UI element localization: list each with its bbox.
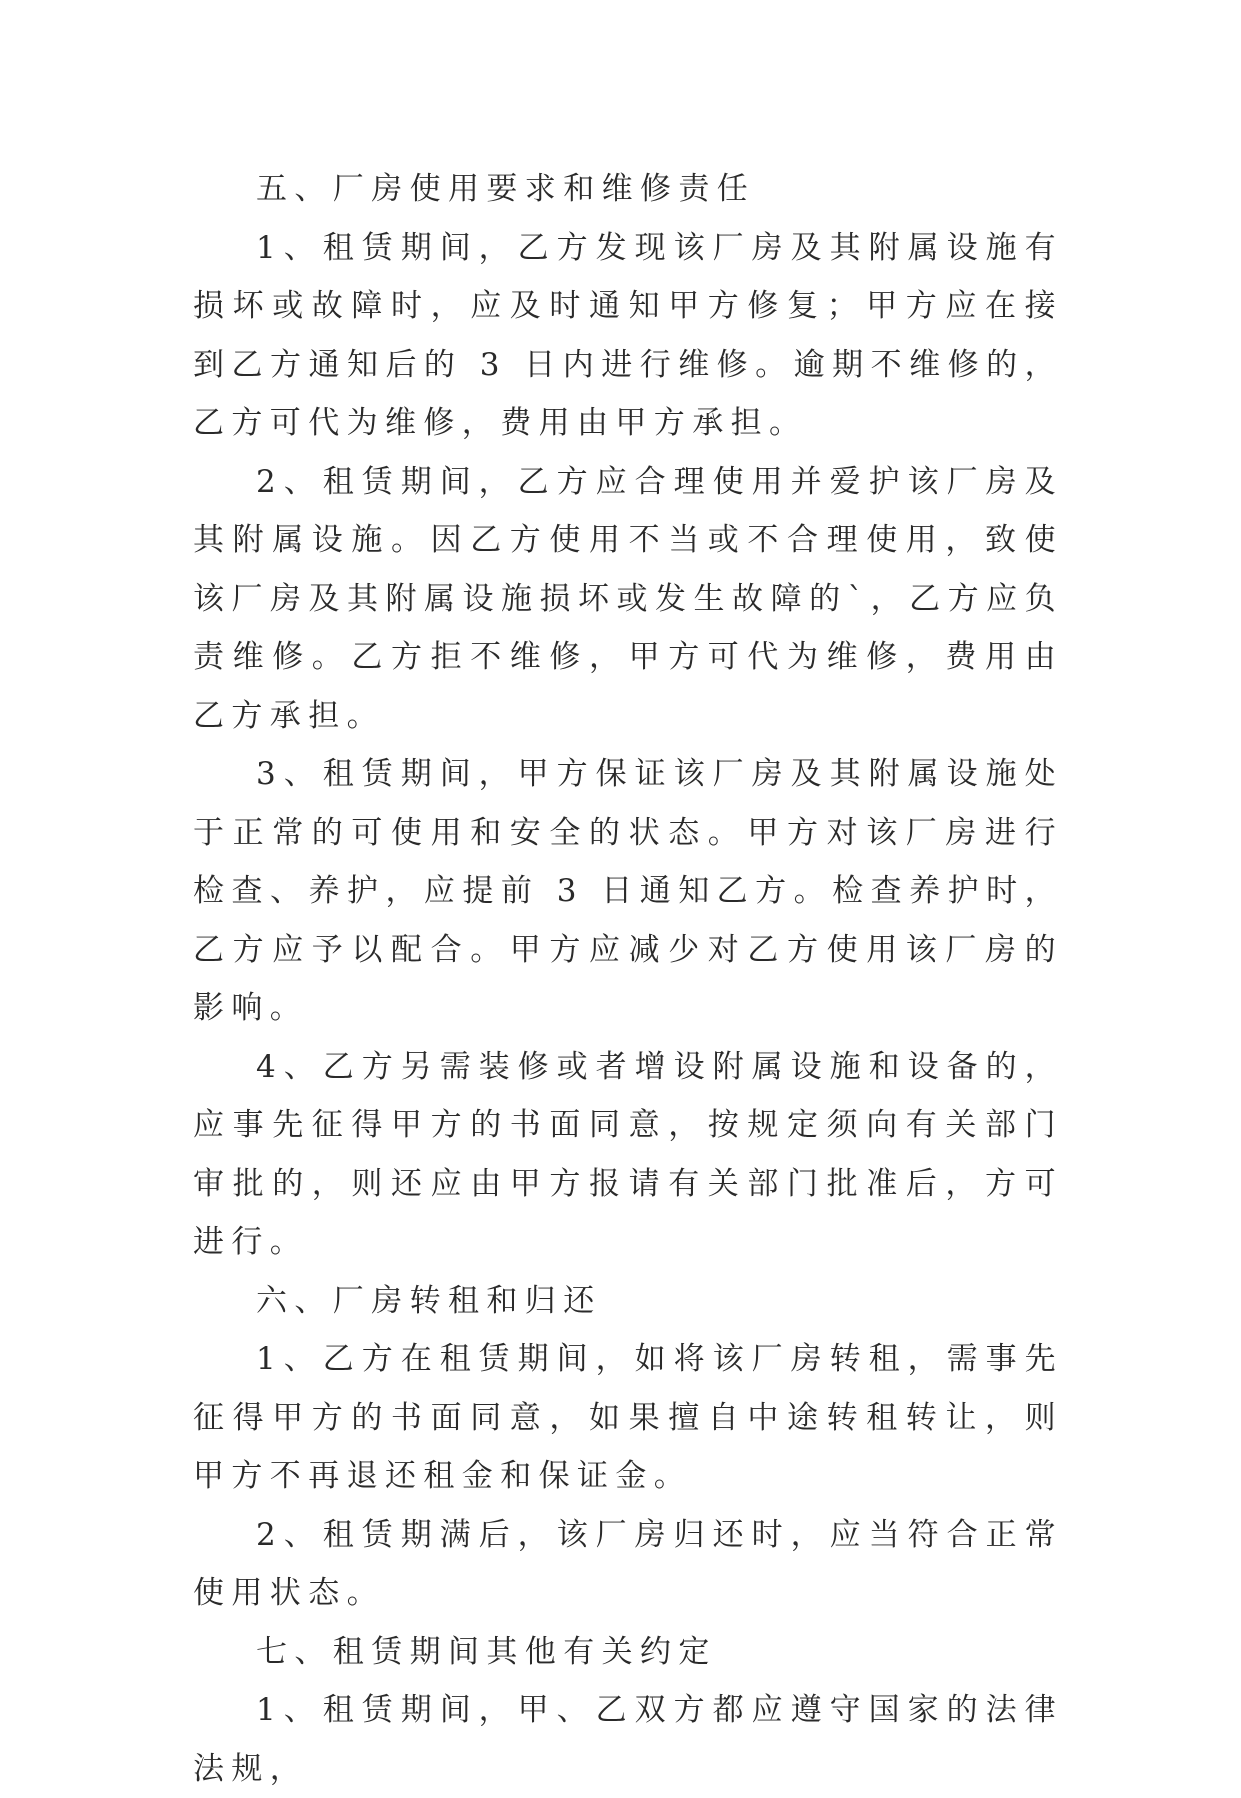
clause-5-4: 4、乙方另需装修或者增设附属设施和设备的，应事先征得甲方的书面同意，按规定须向有关部门审批的，则还应由甲方报请有关部门批准后，方可进行。	[193, 1048, 1063, 1260]
clause-7-1: 1、租赁期间，甲、乙双方都应遵守国家的法律法规，	[193, 1692, 1063, 1787]
clause-5-2: 2、租赁期间，乙方应合理使用并爱护该厂房及其附属设施。因乙方使用不当或不合理使用，致使该厂房及其附属设施损坏或发生故障的`，乙方应负责维修。乙方拒不维修，甲方可代为维修，费用由乙方承担。	[193, 463, 1063, 734]
clause-6-2: 2、租赁期满后，该厂房归还时，应当符合正常使用状态。	[193, 1516, 1063, 1611]
clause-6-1: 1、乙方在租赁期间，如将该厂房转租，需事先征得甲方的书面同意，如果擅自中途转租转让，则甲方不再退还租金和保证金。	[193, 1341, 1063, 1494]
clause-5-1: 1、租赁期间，乙方发现该厂房及其附属设施有损坏或故障时，应及时通知甲方修复；甲方应在接到乙方通知后的 3 日内进行维修。逾期不维修的，乙方可代为维修，费用由甲方承担。	[193, 229, 1063, 441]
section-heading-5: 五、厂房使用要求和维修责任	[256, 171, 756, 207]
section-heading-6: 六、厂房转租和归还	[256, 1282, 602, 1319]
document-body	[193, 160, 1063, 1798]
clause-5-3: 3、租赁期间，甲方保证该厂房及其附属设施处于正常的可使用和安全的状态。甲方对该厂房进行检查、养护，应提前 3 日通知乙方。检查养护时，乙方应予以配合。甲方应减少对乙方使用该厂房的影响。	[193, 756, 1063, 1026]
section-heading-7: 七、租赁期间其他有关约定	[256, 1633, 717, 1670]
